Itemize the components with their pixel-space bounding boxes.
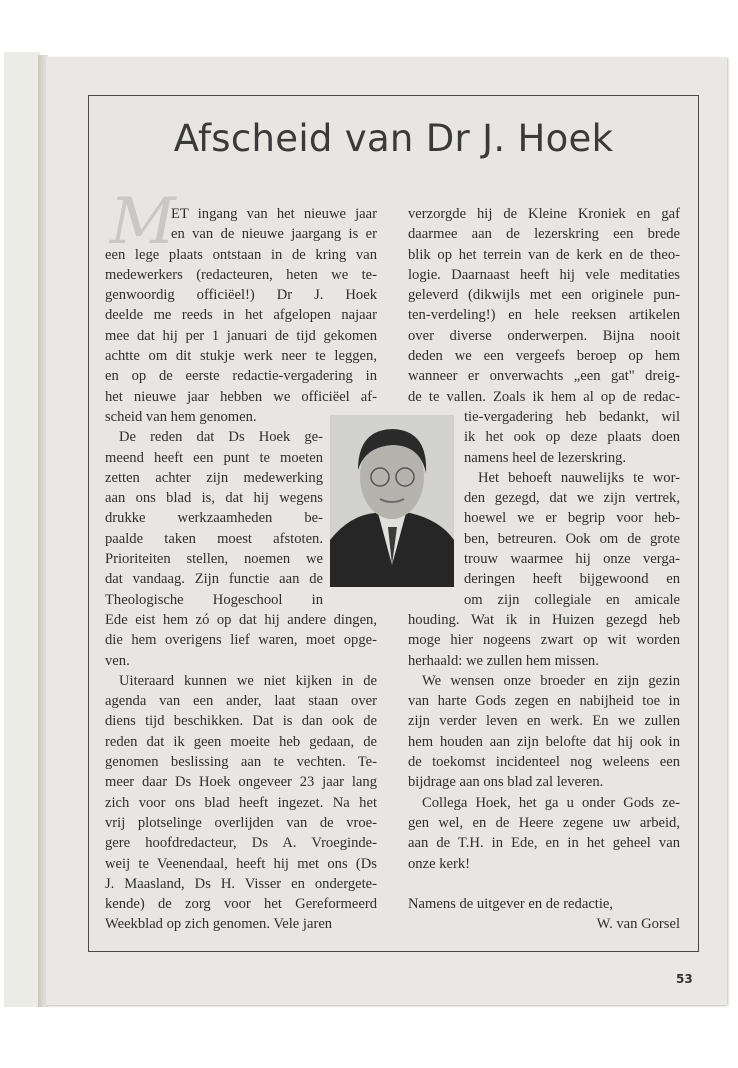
text-line: bijdrage aan ons blad zal leveren.: [408, 774, 604, 791]
text-line: diens tijd beschikken. Dat is dan ook de: [105, 713, 377, 730]
text-line: weij te Veenendaal, heeft hij met ons (Ds: [105, 855, 377, 872]
text-line: en van de nieuwe jaargang is er: [171, 226, 377, 243]
text-line: tie-vergadering heb bedankt, wil: [464, 408, 680, 425]
text-line: mee dat hij per 1 januari de tijd gekomen: [105, 327, 377, 344]
text-line: de te vallen. Zoals ik hem al op de redac-: [408, 388, 680, 405]
text-line: en op de eerste redactie-vergadering in: [105, 368, 377, 385]
text-line: We wensen onze broeder en zijn gezin: [422, 672, 680, 689]
text-line: die hem overigens lief waren, moet opge-: [105, 632, 377, 649]
text-line: deringen heeft bijgewoond en: [464, 571, 680, 588]
text-line: wanneer er onverwachts „een gat" dreig-: [408, 368, 680, 385]
article-title: Afscheid van Dr J. Hoek: [173, 117, 614, 160]
text-line: daarmee aan de lezerskring een brede: [408, 226, 680, 243]
text-line: gere hoofdredacteur, Ds A. Vroeginde-: [105, 835, 377, 852]
text-line: zetten achter zijn medewerking: [105, 469, 323, 486]
text-line: ven.: [105, 652, 130, 669]
text-line: Ede eist hem zó op dat hij andere dingen,: [105, 611, 377, 628]
text-line: dat vandaag. Zijn functie aan de: [105, 571, 323, 588]
text-line: ten-verdeling!) en hele reeksen artikelen: [408, 307, 680, 324]
text-line: om zijn collegiale en amicale: [464, 591, 680, 608]
text-line: kende) de zorg voor het Gereformeerd: [105, 896, 377, 913]
text-line: logie. Daarnaast heeft hij vele meditaties: [408, 266, 680, 283]
text-line: van harte Gods zegen en nabijheid toe in: [408, 693, 680, 710]
text-line: de toekomst incidenteel nog weleens een: [408, 754, 680, 771]
text-line: meer daar Ds Hoek ongeveer 23 jaar lang: [105, 774, 377, 791]
text-line: ik het ook op deze plaats doen: [464, 429, 680, 446]
text-line: Collega Hoek, het ga u onder Gods ze-: [422, 794, 680, 811]
text-line: scheid van hem genomen.: [105, 408, 257, 425]
text-line: ET ingang van het nieuwe jaar: [171, 206, 377, 222]
article-column-1: [105, 204, 377, 935]
text-line: achtte om dit stukje werk neer te leggen,: [105, 348, 377, 365]
text-line: geleverd (dikwijls met een originele pun-: [408, 287, 680, 304]
text-line: herhaald: we zullen hem missen.: [408, 652, 599, 669]
text-line: Prioriteiten stellen, noemen we: [105, 551, 323, 568]
text-line: reden dat ik geen moeite heb gedaan, de: [105, 733, 377, 750]
text-line: houding. Wat ik in Huizen gezegd heb: [408, 611, 680, 628]
text-line: namens heel de lezerskring.: [464, 449, 627, 466]
text-line: Uiteraard kunnen we niet kijken in de: [119, 672, 377, 689]
text-line: genomen beslissing aan te vechten. Te-: [105, 754, 377, 771]
text-line: genwoordig officiëel!) Dr J. Hoek: [105, 287, 377, 304]
text-line: Namens de uitgever en de redactie,: [408, 896, 614, 913]
text-line: gen wel, en de Heere zegene uw arbeid,: [408, 814, 680, 831]
text-line: meend heeft een punt te moeten: [105, 449, 323, 466]
text-line: hem houden aan zijn belofte dat hij ook in: [408, 733, 680, 750]
text-line: Het behoeft nauwelijks te wor-: [478, 469, 680, 486]
text-line: aan de T.H. in Ede, en in het geheel van: [408, 835, 680, 852]
text-line: W. van Gorsel: [596, 916, 680, 933]
text-line: onze kerk!: [408, 855, 470, 872]
text-line: aan ons blad is, dat hij wegens: [105, 490, 323, 507]
drop-cap: M: [110, 185, 176, 259]
text-line: De reden dat Ds Hoek ge-: [119, 429, 323, 446]
spacer: [408, 874, 680, 894]
text-line: Weekblad op zich genomen. Vele jaren: [105, 916, 333, 933]
text-line: zich voor ons blad heeft ingezet. Na het: [105, 794, 377, 811]
text-line: zijn verder leven en werk. En we zullen: [408, 713, 680, 730]
text-line: ben, betreuren. Ook om de grote: [464, 530, 680, 547]
text-line: blik op het terrein van de kerk en de theo-: [408, 246, 680, 263]
text-line: medewerkers (redacteuren, heten we te-: [105, 266, 377, 283]
text-line: moge hier nogeens zwart op wit worden: [408, 632, 680, 649]
article-column-2: [408, 204, 680, 935]
text-line: Theologische Hogeschool in: [105, 591, 323, 608]
text-line: hoewel we er begrip voor heb-: [464, 510, 680, 527]
page-number: 53: [676, 972, 693, 986]
text-line: paalde taken moest afstoten.: [105, 530, 323, 547]
text-line: drukke werkzaamheden be-: [105, 510, 323, 527]
text-line: vrij plotselinge overlijden van de vroe-: [105, 814, 377, 831]
text-line: over diverse onderwerpen. Bijna nooit: [408, 327, 680, 344]
text-line: het nieuwe jaar hebben we officiëel af-: [105, 388, 377, 405]
text-line: den gezegd, dat we zijn vertrek,: [464, 490, 680, 507]
previous-page-edge: [4, 52, 40, 1007]
text-line: J. Maasland, Ds H. Visser en ondergete-: [105, 875, 377, 892]
text-line: een lege plaats ontstaan in de kring van: [105, 246, 377, 263]
text-line: deden we een vergeefs beroep op hem: [408, 348, 680, 365]
text-line: agenda van een ander, laat staan over: [105, 693, 377, 710]
text-line: verzorgde hij de Kleine Kroniek en gaf: [408, 206, 680, 222]
text-line: deelde me reeds in het afgelopen najaar: [105, 307, 377, 324]
text-line: trouw waarmee hij onze verga-: [464, 551, 680, 568]
